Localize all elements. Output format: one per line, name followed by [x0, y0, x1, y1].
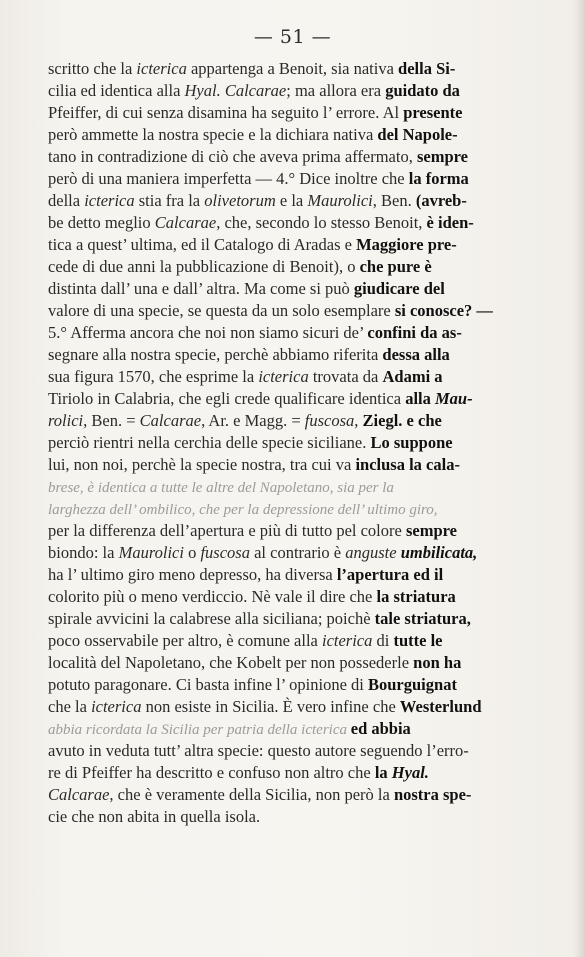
text-segment: per la differenza dell’apertura e più di tutto pel colore	[48, 521, 406, 540]
text-segment: cede di due anni la pubblicazione di Benoit), o	[48, 257, 360, 276]
text-segment: di	[372, 631, 394, 650]
text-segment: Calcarae	[154, 213, 217, 232]
text-segment: olivetorum	[204, 191, 276, 210]
text-segment: e la	[275, 191, 308, 210]
text-segment: (avreb-	[415, 191, 467, 210]
text-segment: però ammette la nostra specie e la dichiara nativa	[48, 125, 378, 144]
text-segment: tutte le	[393, 631, 443, 650]
text-segment: segnare alla nostra specie, perchè abbiamo riferita	[48, 345, 383, 364]
text-line	[48, 740, 554, 762]
text-segment: , Ar. e Magg. =	[201, 411, 305, 430]
text-segment: Tiriolo in Calabria, che egli crede qualificare identica	[48, 389, 406, 408]
text-line	[48, 674, 554, 696]
text-segment: Adami a	[382, 367, 443, 386]
text-segment: brese, è identica a tutte le altre del Napoletano, sia per la	[48, 480, 394, 496]
text-segment: be detto meglio	[48, 213, 155, 232]
text-segment: icterica	[84, 191, 135, 210]
text-segment: valore di una specie, se questa da un solo esemplare	[48, 301, 395, 320]
text-line	[48, 520, 554, 542]
text-line	[48, 190, 554, 212]
text-segment: potuto paragonare. Ci basta infine l’ opinione di	[48, 675, 368, 694]
text-segment: Maurolici	[118, 543, 184, 562]
body-text	[48, 58, 554, 828]
text-segment: biondo: la	[48, 543, 119, 562]
text-segment: icterica	[258, 367, 309, 386]
text-line	[48, 696, 554, 718]
text-segment: che la	[48, 697, 92, 716]
text-segment: Bourguignat	[368, 675, 457, 694]
text-line	[48, 410, 554, 432]
text-line	[48, 608, 554, 630]
text-segment: , Ben.	[372, 191, 416, 210]
text-line	[48, 366, 554, 388]
text-segment: tano in contradizione di ciò che aveva prima affermato,	[48, 147, 417, 166]
text-segment: l’apertura ed il	[336, 565, 444, 584]
text-segment: rolici	[48, 411, 84, 430]
text-segment: alla	[405, 389, 436, 408]
text-line	[48, 102, 554, 124]
text-segment: Hyal. Calcarae	[184, 81, 287, 100]
text-segment: si conosce? —	[394, 301, 493, 320]
text-segment: del Napole-	[377, 125, 458, 144]
text-segment: cie che non abita in quella isola.	[48, 807, 261, 826]
text-line	[48, 58, 554, 80]
text-segment: Lo suppone	[370, 433, 453, 452]
text-line	[48, 476, 554, 498]
text-segment: giudicare del	[353, 279, 445, 298]
text-segment: Maurolici	[307, 191, 373, 210]
text-segment: lui, non noi, perchè la specie nostra, tra cui va	[48, 455, 356, 474]
text-line	[48, 278, 554, 300]
text-line	[48, 322, 554, 344]
text-segment: inclusa la cala-	[355, 455, 460, 474]
text-segment: 5.° Afferma ancora che noi non siamo sicuri de’	[48, 323, 368, 342]
text-line	[48, 564, 554, 586]
text-segment: anguste	[345, 543, 401, 562]
text-segment: presente	[403, 103, 463, 122]
text-segment: non ha	[413, 653, 462, 672]
text-line	[48, 542, 554, 564]
text-line	[48, 718, 554, 740]
text-line	[48, 300, 554, 322]
text-segment: sua figura 1570, che esprime la	[48, 367, 259, 386]
text-segment: nostra spe-	[393, 785, 472, 804]
text-segment: , che è veramente della Sicilia, non però la	[109, 785, 394, 804]
text-segment: ha l’ ultimo giro meno depresso, ha diversa	[48, 565, 337, 584]
text-segment: tale striatura,	[374, 609, 471, 628]
text-segment: o	[183, 543, 201, 562]
text-segment: abbia ricordata la Sicilia per patria della icterica	[48, 722, 351, 738]
text-segment: cilia ed identica alla	[48, 81, 185, 100]
text-segment: icterica	[321, 631, 373, 650]
text-segment: località del Napoletano, che Kobelt per non possederle	[48, 653, 414, 672]
text-line	[48, 762, 554, 784]
page-number: — 51 —	[253, 26, 332, 48]
text-segment: Pfeiffer, di cui senza disamina ha seguito l’ errore. Al	[48, 103, 404, 122]
text-segment: la forma	[408, 169, 469, 188]
text-segment: però di una maniera imperfetta — 4.° Dice inoltre che	[48, 169, 409, 188]
text-segment: spirale avvicini la calabrese alla siciliana; poichè	[48, 609, 375, 628]
text-segment: avuto in veduta tutt’ altra specie: questo autore seguendo l’erro-	[48, 741, 469, 760]
text-line	[48, 388, 554, 410]
text-segment: trovata da	[308, 367, 383, 386]
text-segment: la	[374, 763, 392, 782]
text-segment: stia fra la	[134, 191, 205, 210]
text-segment: Maggiore pre-	[356, 235, 457, 254]
text-line	[48, 146, 554, 168]
text-line	[48, 212, 554, 234]
text-line	[48, 586, 554, 608]
text-segment: colorito più o meno verdiccio. Nè vale il dire che	[48, 587, 377, 606]
text-segment: re di Pfeiffer ha descritto e confuso non altro che	[48, 763, 375, 782]
page-edge-shadow	[573, 0, 585, 957]
text-segment: larghezza dell’ ombilico, che per la depressione dell’ ultimo giro,	[48, 502, 438, 518]
text-segment: Calcarae	[139, 411, 202, 430]
text-segment: sempre	[405, 521, 457, 540]
text-segment: della Si-	[398, 59, 456, 78]
text-segment: Hyal.	[391, 763, 429, 782]
text-line	[48, 234, 554, 256]
text-line	[48, 168, 554, 190]
text-segment: dessa alla	[382, 345, 450, 364]
text-line	[48, 80, 554, 102]
text-line	[48, 454, 554, 476]
text-segment: ; ma allora era	[286, 81, 386, 100]
text-segment: Calcarae	[48, 785, 110, 804]
text-segment: poco osservabile per altro, è comune alla	[48, 631, 322, 650]
text-segment: confini da as-	[367, 323, 462, 342]
text-segment: la striatura	[376, 587, 456, 606]
text-line	[48, 652, 554, 674]
text-line	[48, 432, 554, 454]
text-segment: della	[48, 191, 85, 210]
text-segment: icterica	[136, 59, 187, 78]
text-segment: fuscosa	[200, 543, 250, 562]
text-segment: tica a quest’ ultima, ed il Catalogo di Aradas e	[48, 235, 357, 254]
text-segment: perciò rientri nella cerchia delle specie siciliane.	[48, 433, 371, 452]
text-segment: Mau-	[435, 389, 473, 408]
text-line	[48, 630, 554, 652]
text-segment: ed abbia	[350, 719, 411, 738]
text-line	[48, 784, 554, 806]
text-line	[48, 498, 554, 520]
text-segment: distinta dall’ una e dall’ altra. Ma come si può	[48, 279, 354, 298]
text-segment: appartenga a Benoit, sia nativa	[186, 59, 399, 78]
text-segment: che pure è	[359, 257, 432, 276]
text-segment: umbilicata,	[400, 543, 478, 562]
text-segment: , Ben. =	[83, 411, 140, 430]
text-segment: sempre	[416, 147, 468, 166]
text-segment: icterica	[91, 697, 142, 716]
text-segment: , che, secondo lo stesso Benoit,	[216, 213, 427, 232]
text-line	[48, 124, 554, 146]
text-segment: scritto che la	[48, 59, 137, 78]
text-line	[48, 344, 554, 366]
text-line	[48, 256, 554, 278]
text-segment: ,	[354, 411, 363, 430]
text-segment: fuscosa	[304, 411, 355, 430]
text-segment: è iden-	[426, 213, 474, 232]
text-segment: Westerlund	[399, 697, 482, 716]
text-segment: guidato da	[385, 81, 460, 100]
text-line	[48, 806, 554, 828]
text-segment: non esiste in Sicilia. È vero infine che	[141, 697, 400, 716]
text-segment: Ziegl. e che	[362, 411, 442, 430]
text-segment: al contrario è	[249, 543, 346, 562]
